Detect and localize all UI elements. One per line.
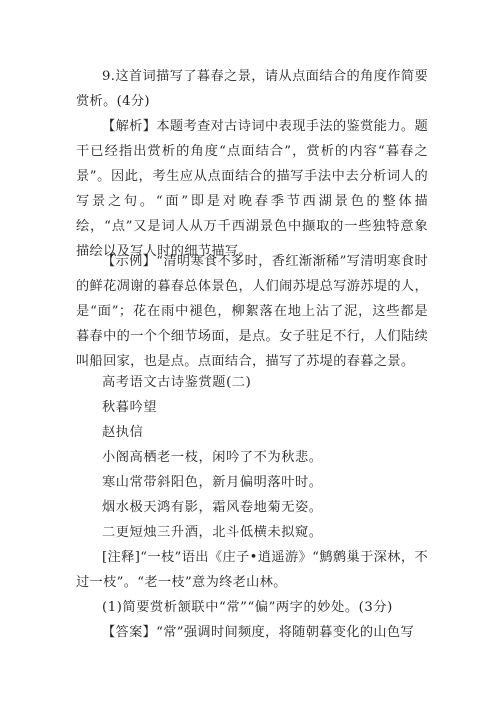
poem-line: 寒山常带斜阳色，新月偏明落叶时。 [102, 475, 323, 490]
analysis-paragraph: 【解析】本题考查对古诗词中表现手法的鉴赏能力。题干已经指出赏析的角度“点面结合”，赏析的内容“暮春之景”。因此，考生应从点面结合的描写手法中去分析词人的写景之句。“面”即是对晚春季节西湖景色的整体描绘，“点”又是词人从万千西湖景色中撷取的一些独特意象描绘以及写人时的细节描写。 [76, 119, 428, 259]
answer-paragraph: 【答案】“常”强调时间频度，将随朝暮变化的山色写 [102, 625, 415, 640]
question-1: (1)简要赏析颔联中“常”“偏”两字的妙处。(3分) [102, 600, 393, 615]
poem-line: 二更短烛三升酒，北斗低横未拟窥。 [102, 525, 323, 540]
poem-line: 烟水极天鸿有影，霜风卷地菊无姿。 [102, 500, 323, 515]
example-paragraph: 【示例】“清明寒食不多时，香红渐渐稀”写清明寒食时的鲜花凋谢的暮春总体景色，人们闹苏堤总写游苏堤的人，是“面”；花在雨中褪色，柳絮落在地上沾了泥，这些都是暮春中的一个个细节场面，是点。女子驻足不行，人们陆续叫船回家，也是点。点面结合，描写了苏堤的春暮之景。 [76, 254, 428, 369]
poem-title: 秋暮吟望 [102, 400, 158, 415]
poem-line: 小阁高栖老一枝，闲吟了不为秋悲。 [102, 450, 323, 465]
question-9: 9.这首词描写了暮春之景，请从点面结合的角度作简要赏析。(4分) [76, 69, 428, 109]
section-title: 高考语文古诗鉴赏题(二) [102, 375, 252, 390]
poem-author: 赵执信 [102, 425, 144, 440]
note-paragraph: [注释]“一枝”语出《庄子•逍遥游》“鹪鹩巢于深林，不过一枝”。“老一枝”意为终老山林。 [76, 550, 428, 590]
